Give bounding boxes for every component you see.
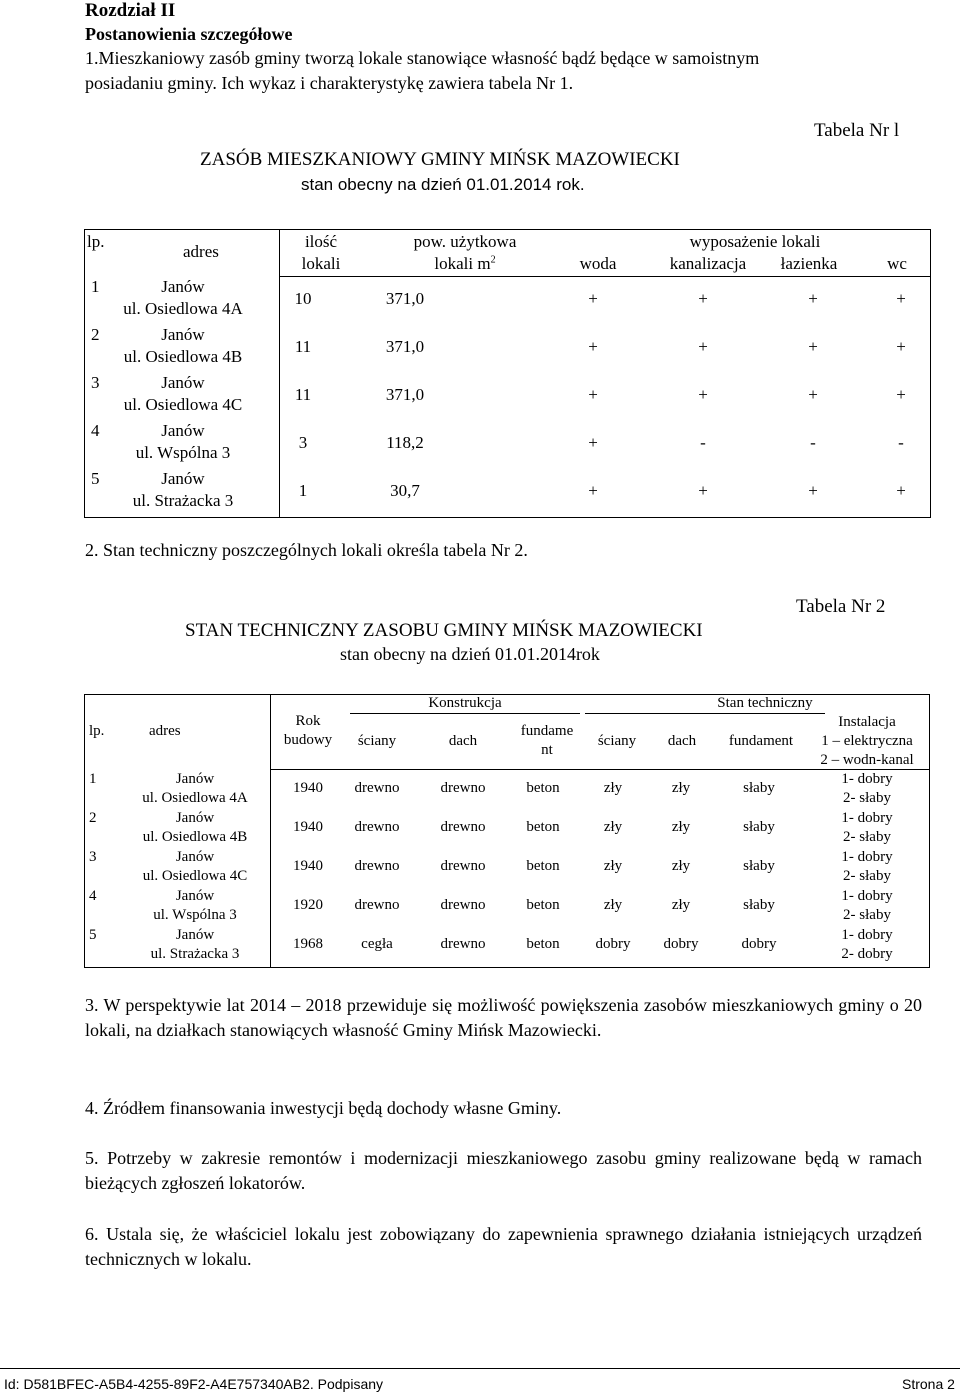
table-1-header-pow-1: pow. użytkowa bbox=[413, 232, 517, 251]
table-1-row: 2 Janów ul. Osiedlowa 4B 11 371,0 + + + + bbox=[91, 325, 906, 366]
table-2-header-inst-2: 1 – elektryczna bbox=[821, 733, 913, 749]
table-2-header-rok-2: budowy bbox=[283, 732, 333, 748]
table-1 bbox=[84, 229, 931, 518]
section-subtitle: Postanowienia szczegółowe bbox=[85, 24, 293, 44]
footer-page-number: Strona 2 bbox=[902, 1376, 955, 1392]
paragraph-4: 4. Źródłem finansowania inwestycji będą dochody własne Gminy. bbox=[85, 1098, 562, 1118]
table-1-header-wyposazenie: wyposażenie lokali bbox=[689, 232, 821, 251]
table-1-row: 4 Janów ul. Wspólna 3 3 118,2 + - - - bbox=[91, 421, 904, 462]
table-1-label: Tabela Nr l bbox=[814, 120, 900, 141]
table-1-header-woda: woda bbox=[579, 254, 617, 273]
table-2 bbox=[84, 694, 930, 968]
table-1-header-pow-2: lokali $m^2$ bbox=[434, 254, 496, 273]
table-2-header-rok-1: Rok bbox=[295, 713, 321, 729]
table-2-header-konstrukcja: Konstrukcja bbox=[428, 695, 502, 711]
paragraph-5: 5. Potrzeby w zakresie remontów i modernizacji mieszkaniowego zasobu gminy realizowane będą w ramach bieżących zgłoszeń lokatorów. bbox=[85, 1148, 922, 1193]
table-2-subtitle: stan obecny na dzień 01.01.2014rok bbox=[340, 644, 600, 664]
table-1-row: 5 Janów ul. Strażacka 3 1 30,7 + + + + bbox=[91, 469, 906, 510]
table-2-header-st-dach: dach bbox=[667, 733, 697, 749]
table-2-row: 2 Janów ul. Osiedlowa 4B 1940 drewno drewno beton zły zły słaby 1- dobry 2- słaby bbox=[89, 810, 893, 845]
table-1-header-wc: wc bbox=[887, 254, 907, 273]
table-2-label: Tabela Nr 2 bbox=[796, 596, 886, 617]
paragraph-3: 3. W perspektywie lat 2014 – 2018 przewiduje się możliwość powiększenia zasobów mieszkaniowych gminy o 20 lokali, na działkach stanowiących własność Gminy Mińsk Mazowiecki. bbox=[85, 995, 922, 1040]
table-1-row: 1 Janów ul. Osiedlowa 4A 10 371,0 + + + + bbox=[91, 277, 906, 318]
table-2-title: STAN TECHNICZNY ZASOBU GMINY MIŃSK MAZOWIECKI bbox=[185, 620, 703, 641]
paragraph-6: 6. Ustala się, że właściciel lokalu jest zobowiązany do zapewnienia sprawnego działania istniejących urządzeń technicznych w lokalu. bbox=[85, 1224, 922, 1269]
table-2-header-inst-1: Instalacja bbox=[838, 714, 896, 730]
table-1-header-ilosc-1: ilość bbox=[304, 232, 338, 251]
table-2-row: 1 Janów ul. Osiedlowa 4A 1940 drewno drewno beton zły zły słaby 1- dobry 2- słaby bbox=[89, 771, 893, 806]
table-1-header-lp: lp. bbox=[87, 232, 105, 251]
table-2-header-fundament-1: fundame bbox=[520, 723, 574, 739]
table-2-row: 3 Janów ul. Osiedlowa 4C 1940 drewno drewno beton zły zły słaby 1- dobry 2- słaby bbox=[89, 849, 893, 884]
table-2-header-inst-3: 2 – wodn-kanal bbox=[820, 752, 914, 768]
table-1-row: 3 Janów ul. Osiedlowa 4C 11 371,0 + + + + bbox=[91, 373, 906, 414]
table-2-header-dach: dach bbox=[448, 733, 478, 749]
table-1-header-lazienka: łazienka bbox=[780, 254, 838, 273]
table-2-header-fundament-2: nt bbox=[541, 742, 553, 758]
table-2-header-lp: lp. bbox=[89, 723, 105, 739]
footer-id: Id: D581BFEC-A5B4-4255-89F2-A4E757340AB2. Podpisany bbox=[4, 1376, 384, 1392]
table-2-row: 4 Janów ul. Wspólna 3 1920 drewno drewno beton zły zły słaby 1- dobry 2- słaby bbox=[89, 888, 893, 923]
paragraph-1-line-2: posiadaniu gminy. Ich wykaz i charakterystykę zawiera tabela Nr 1. bbox=[85, 73, 574, 93]
table-2-header-adres: adres bbox=[149, 723, 181, 739]
table-2-row: 5 Janów ul. Strażacka 3 1968 cegła drewno beton dobry dobry dobry 1- dobry 2- dobry bbox=[89, 927, 893, 962]
table-1-header-adres: adres bbox=[183, 242, 219, 261]
table-2-header-st-fundament: fundament bbox=[728, 733, 794, 749]
footer-divider bbox=[0, 1368, 960, 1369]
table-2-header-stan: Stan techniczny bbox=[717, 695, 813, 711]
table-1-header-kanalizacja: kanalizacja bbox=[669, 254, 747, 273]
paragraph-1-line-1: 1.Mieszkaniowy zasób gminy tworzą lokale stanowiące własność bądź będące w samoistnym bbox=[85, 48, 760, 68]
table-1-header-ilosc-2: lokali bbox=[301, 254, 341, 273]
paragraph-2: 2. Stan techniczny poszczególnych lokali określa tabela Nr 2. bbox=[85, 540, 528, 560]
table-1-title: ZASÓB MIESZKANIOWY GMINY MIŃSK MAZOWIECKI bbox=[200, 149, 680, 170]
table-1-subtitle: stan obecny na dzień 01.01.2014 rok. bbox=[301, 175, 585, 194]
table-2-header-sciany: ściany bbox=[357, 733, 397, 749]
table-2-header-st-sciany: ściany bbox=[597, 733, 637, 749]
chapter-heading: Rozdział II bbox=[85, 0, 176, 21]
